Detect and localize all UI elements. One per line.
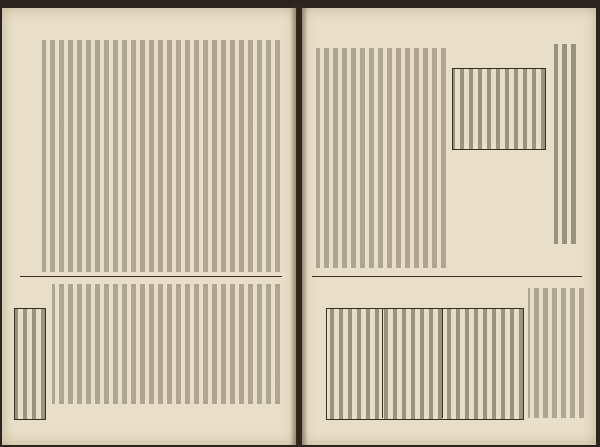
right-page-lower-table bbox=[326, 308, 524, 420]
right-page-table-column-rule-1 bbox=[382, 308, 383, 418]
left-page bbox=[2, 8, 296, 445]
left-page-lower-text bbox=[52, 284, 280, 404]
right-page bbox=[302, 8, 596, 445]
left-page-margin-table bbox=[14, 308, 46, 420]
left-page-upper-text bbox=[42, 40, 280, 272]
book-gutter bbox=[290, 4, 308, 445]
right-page-upper-text bbox=[316, 48, 446, 268]
left-page-divider-rule bbox=[20, 276, 282, 277]
right-page-lower-text bbox=[528, 288, 584, 418]
right-page-heading-column bbox=[554, 44, 576, 244]
right-page-divider-rule bbox=[312, 276, 582, 277]
right-page-upper-table bbox=[452, 68, 546, 150]
right-page-table-column-rule-2 bbox=[442, 308, 443, 418]
